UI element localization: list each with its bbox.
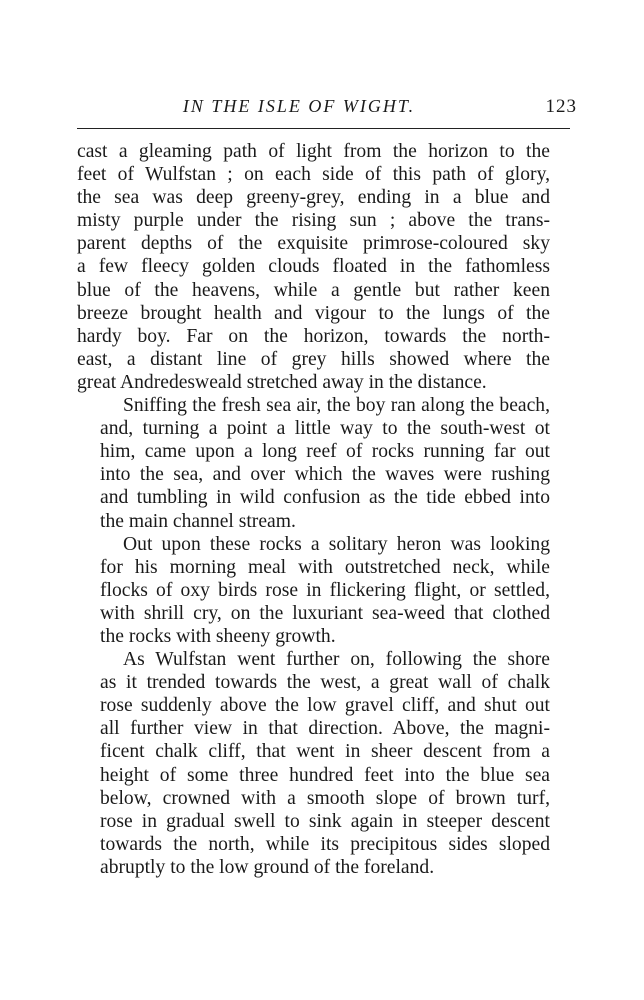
- text-line: cast a gleaming path of light from the horizon to the: [77, 141, 550, 162]
- text-line: Out upon these rocks a solitary heron was looking: [123, 533, 550, 555]
- text-line: the main channel stream.: [100, 510, 296, 532]
- text-line: misty purple under the rising sun ; above the trans-: [77, 210, 550, 232]
- text-line: flocks of oxy birds rose in flickering flight, or settled,: [100, 579, 550, 601]
- page-header: [77, 96, 577, 126]
- text-line: with shrill cry, on the luxuriant sea-weed that clothed: [100, 602, 550, 624]
- paragraph-2: [77, 394, 550, 533]
- body-text: [77, 140, 550, 879]
- text-line: all further view in that direction. Above, the magni-: [100, 718, 550, 740]
- text-line: great Andredesweald stretched away in the distance.: [77, 371, 487, 393]
- text-line: into the sea, and over which the waves were rushing: [100, 464, 550, 486]
- text-line: the sea was deep greeny-grey, ending in a blue and: [77, 187, 550, 209]
- text-line: breeze brought health and vigour to the lungs of the: [77, 302, 550, 324]
- header-rule: [77, 128, 570, 129]
- text-line: Sniffing the fresh sea air, the boy ran along the beach,: [123, 395, 550, 417]
- text-line: As Wulfstan went further on, following the shore: [123, 649, 550, 671]
- paragraph-4: [77, 648, 550, 879]
- text-line: the rocks with sheeny growth.: [100, 625, 336, 647]
- text-line: height of some three hundred feet into the blue sea: [100, 764, 550, 786]
- text-line: and tumbling in wild confusion as the tide ebbed into: [100, 487, 550, 509]
- text-line: towards the north, while its precipitous sides sloped: [100, 833, 550, 855]
- paragraph-3: [77, 533, 550, 648]
- text-line: blue of the heavens, while a gentle but rather keen: [77, 279, 550, 301]
- text-line: as it trended towards the west, a great wall of chalk: [100, 672, 550, 694]
- text-line: rose in gradual swell to sink again in steeper descent: [100, 810, 550, 832]
- text-line: hardy boy. Far on the horizon, towards the north-: [77, 325, 550, 347]
- text-line: abruptly to the low ground of the foreland.: [100, 856, 435, 878]
- text-line: for his morning meal with outstretched neck, while: [100, 556, 550, 578]
- text-line: ficent chalk cliff, that went in sheer descent from a: [100, 741, 550, 763]
- text-line: and, turning a point a little way to the south-west ot: [100, 418, 550, 440]
- running-title: IN THE ISLE OF WIGHT.: [182, 96, 416, 116]
- text-line: below, crowned with a smooth slope of brown turf,: [100, 787, 550, 809]
- text-line: east, a distant line of grey hills showed where the: [77, 348, 550, 370]
- text-line: him, came upon a long reef of rocks running far out: [100, 441, 550, 463]
- text-line: parent depths of the exquisite primrose-coloured sky: [77, 233, 550, 255]
- text-line: feet of Wulfstan ; on each side of this path of glory,: [77, 164, 550, 186]
- page-number: 123: [545, 96, 577, 117]
- text-line: rose suddenly above the low gravel cliff, and shut out: [100, 695, 550, 717]
- text-line: a few fleecy golden clouds floated in the fathomless: [77, 256, 550, 278]
- paragraph-1: [77, 140, 550, 394]
